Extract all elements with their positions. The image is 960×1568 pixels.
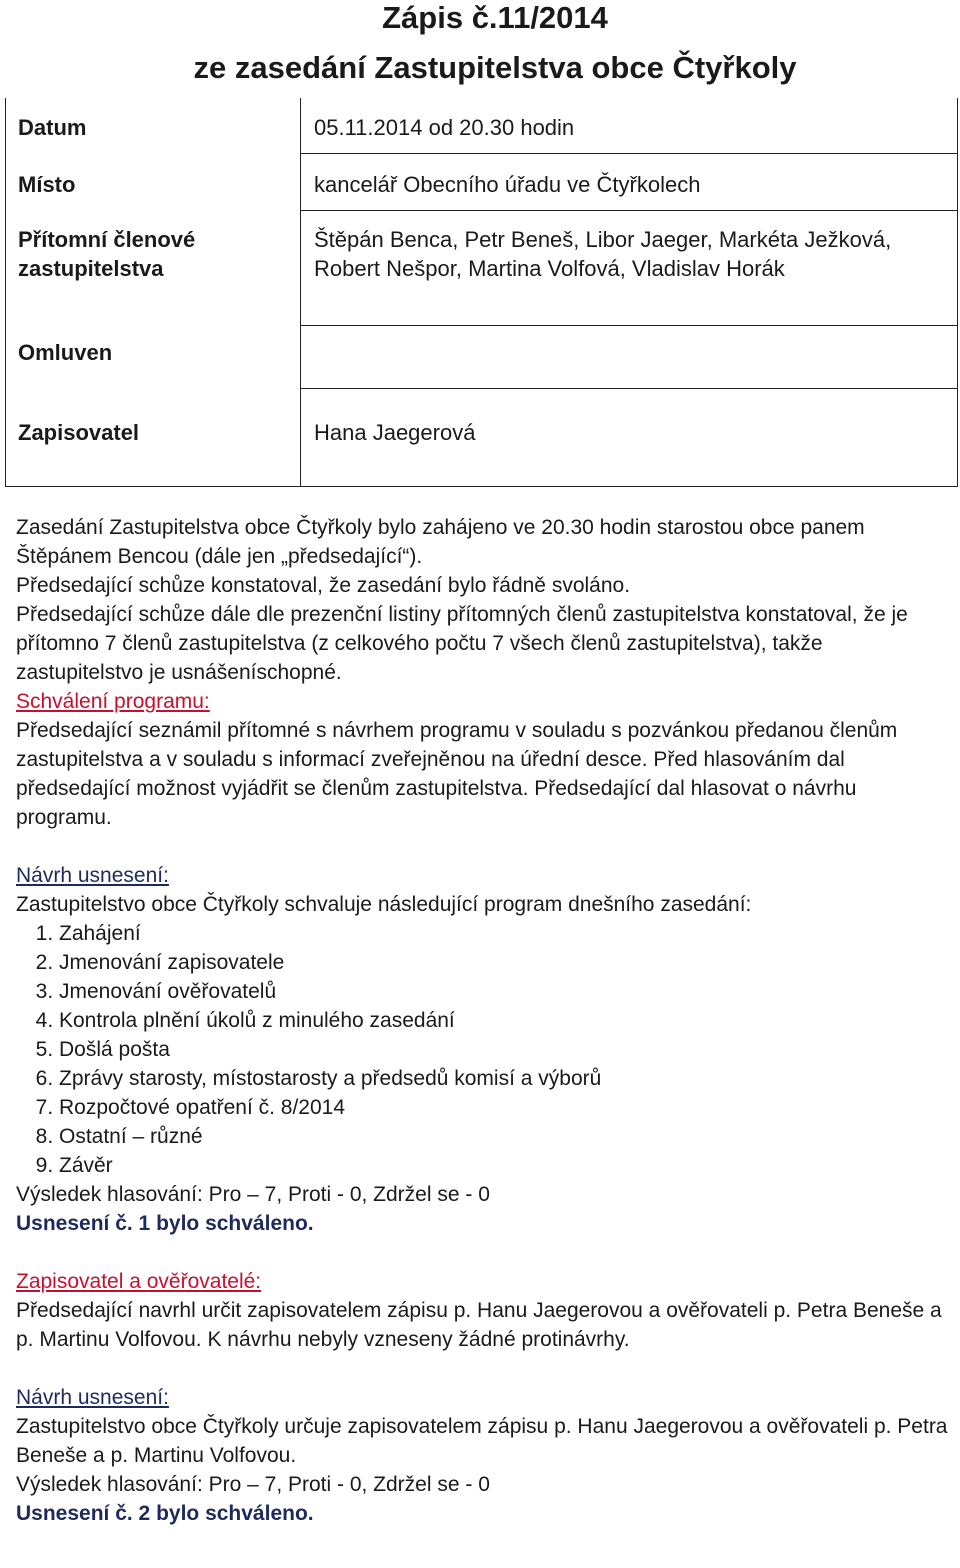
program-heading: Schválení programu:: [16, 690, 210, 713]
table-row-divider: [300, 388, 957, 389]
misto-value: kancelář Obecního úřadu ve Čtyřkolech: [314, 172, 701, 197]
pritomni-value: Štěpán Benca, Petr Beneš, Libor Jaeger, Markéta Ježková, Robert Nešpor, Martina Volfová, Vladislav Horák: [314, 227, 892, 281]
program-vysledek: Výsledek hlasování: Pro – 7, Proti - 0, Zdržel se - 0: [16, 1183, 490, 1206]
zapisovatel-usneseni: Usnesení č. 2 bylo schváleno.: [16, 1502, 314, 1525]
zapisovatel-text: Předsedající navrhl určit zapisovatelem zápisu p. Hanu Jaegerovou a ověřovateli p. Petra Beneše a p. Martinu Volfovou. K návrhu nebyly vzneseny žádné protinávrhy.: [16, 1299, 942, 1351]
pritomni-label: [18, 225, 195, 283]
document-body: [16, 513, 950, 1528]
zapisovatel-value: Hana Jaegerová: [314, 420, 476, 445]
document-title: Zápis č.11/2014: [382, 0, 608, 35]
list-item: 2. Jmenování zapisovatele: [59, 948, 950, 977]
table-row-divider: [300, 153, 957, 154]
zapisovatel-heading: Zapisovatel a ověřovatelé:: [16, 1270, 262, 1293]
table-row-divider: [300, 210, 957, 211]
datum-value: 05.11.2014 od 20.30 hodin: [314, 115, 575, 140]
pritomni-label-line2: zastupitelstva: [18, 256, 164, 281]
list-item: 9. Závěr: [59, 1151, 950, 1180]
intro-paragraph: Předsedající schůze dále dle prezenční listiny přítomných členů zastupitelstva konstatoval, že je přítomno 7 členů zastupitelstva (z celkového počtu 7 všech členů zastupitelstva), takže zastupitelstvo je usnášeníschopné.: [16, 603, 908, 684]
list-item: 5. Došlá pošta: [59, 1035, 950, 1064]
datum-label: Datum: [18, 115, 87, 140]
program-navrh-text: Zastupitelstvo obce Čtyřkoly schvaluje následující program dnešního zasedání:: [16, 893, 752, 916]
zapisovatel-navrh-text: Zastupitelstvo obce Čtyřkoly určuje zapisovatelem zápisu p. Hanu Jaegerovou a ověřovateli p. Petra Beneše a p. Martinu Volfovou.: [16, 1415, 948, 1467]
list-item: 1. Zahájení: [59, 919, 950, 948]
zapisovatel-label: Zapisovatel: [18, 420, 140, 445]
table-row-divider: [300, 325, 957, 326]
intro-paragraph: Zasedání Zastupitelstva obce Čtyřkoly bylo zahájeno ve 20.30 hodin starostou obce panem Štěpánem Bencou (dále jen „předsedající“).: [16, 516, 865, 568]
program-text: Předsedající seznámil přítomné s návrhem programu v souladu s pozvánkou předanou členům zastupitelstva a v souladu s informací zveřejněnou na úřední desce. Před hlasováním dal předsedající možnost vyjádřit se členům zastupitelstva. Předsedající dal hlasovat o návrhu programu.: [16, 719, 898, 829]
misto-label: Místo: [18, 172, 76, 197]
document-subtitle: ze zasedání Zastupitelstva obce Čtyřkoly: [193, 50, 797, 85]
info-table: [5, 98, 958, 487]
list-item: 8. Ostatní – různé: [59, 1122, 950, 1151]
list-item: 6. Zprávy starosty, místostarosty a předsedů komisí a výborů: [59, 1064, 950, 1093]
list-item: 3. Jmenování ověřovatelů: [59, 977, 950, 1006]
zapisovatel-vysledek: Výsledek hlasování: Pro – 7, Proti - 0, Zdržel se - 0: [16, 1473, 490, 1496]
intro-paragraph: Předsedající schůze konstatoval, že zasedání bylo řádně svoláno.: [16, 574, 631, 597]
pritomni-label-line1: Přítomní členové: [18, 227, 196, 252]
program-list: [16, 919, 950, 1180]
omluven-label: Omluven: [18, 340, 113, 365]
zapisovatel-navrh-label: Návrh usnesení:: [16, 1386, 169, 1409]
program-navrh-label: Návrh usnesení:: [16, 864, 169, 887]
program-usneseni: Usnesení č. 1 bylo schváleno.: [16, 1212, 314, 1235]
list-item: 4. Kontrola plnění úkolů z minulého zasedání: [59, 1006, 950, 1035]
list-item: 7. Rozpočtové opatření č. 8/2014: [59, 1093, 950, 1122]
table-column-divider: [300, 98, 301, 486]
